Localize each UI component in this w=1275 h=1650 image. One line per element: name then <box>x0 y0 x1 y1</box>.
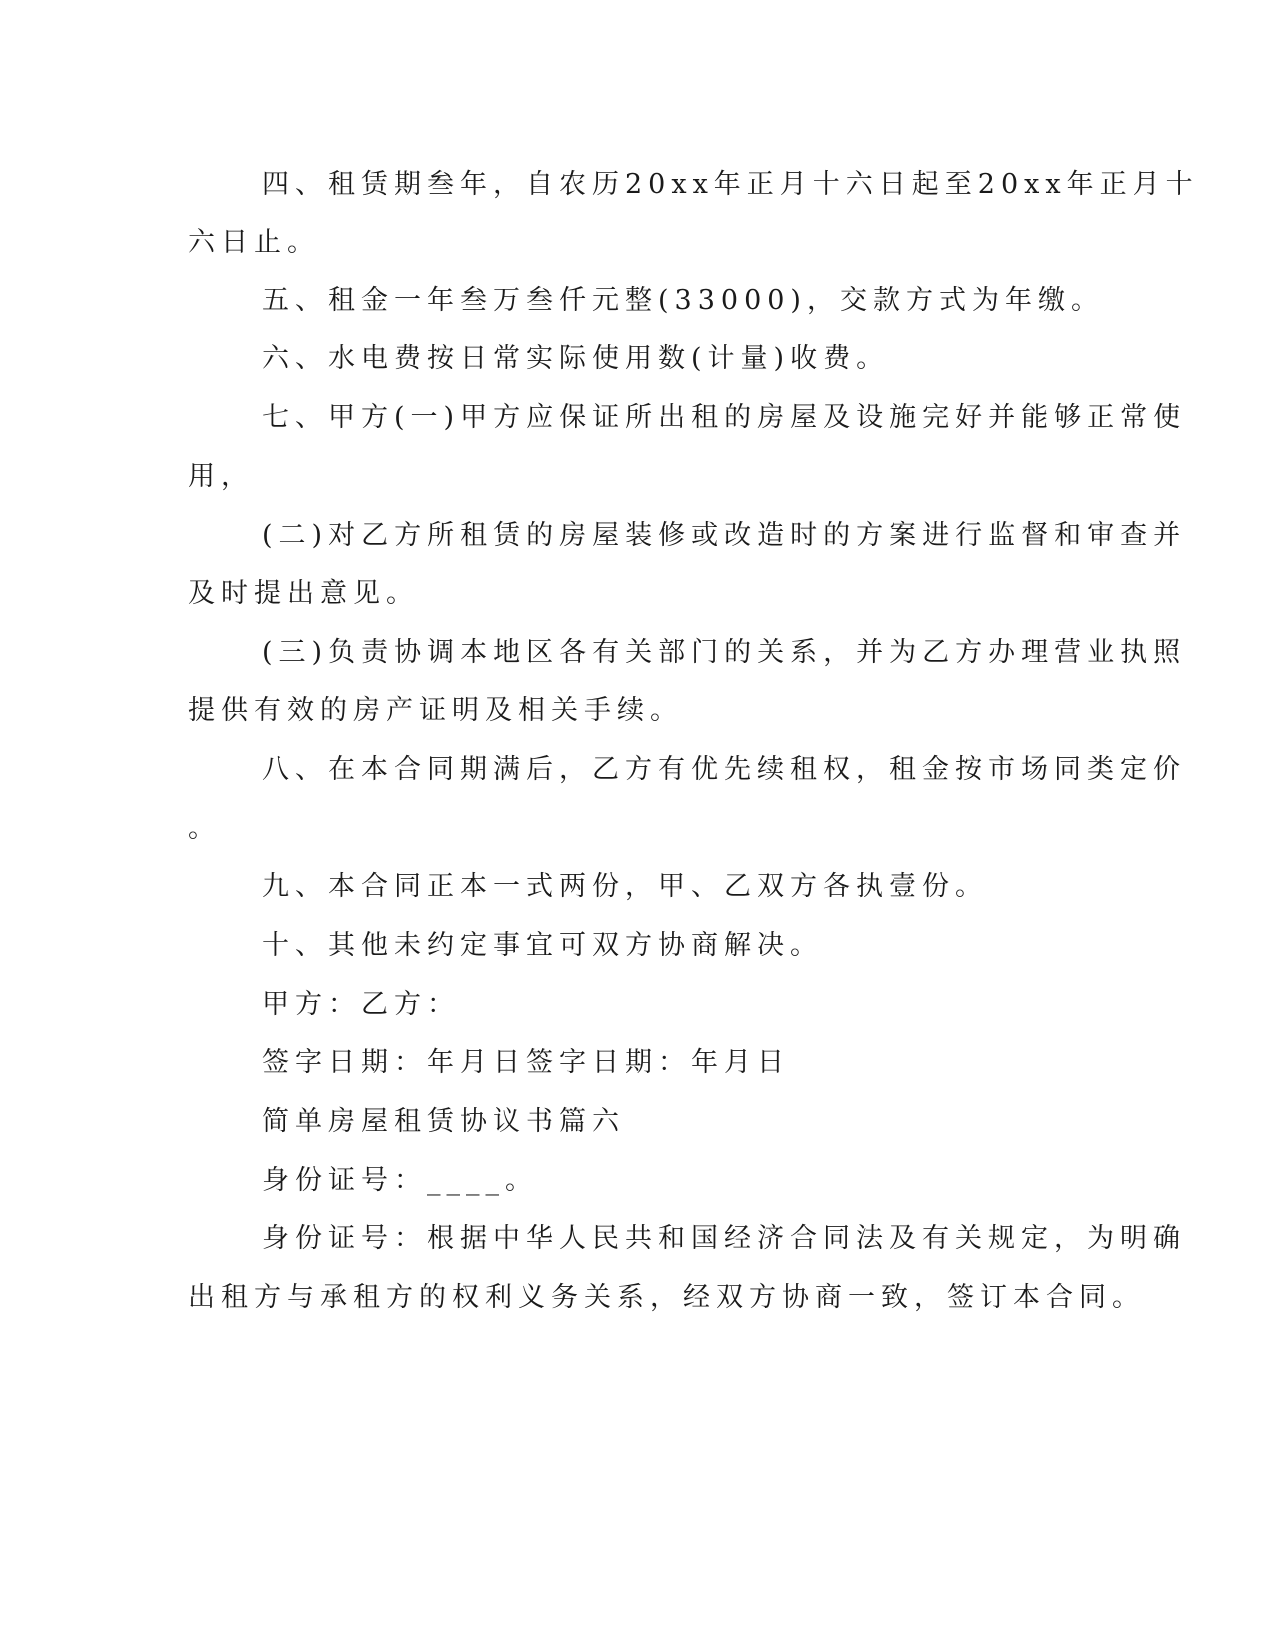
clause-7-3-line-1: (三)负责协调本地区各有关部门的关系，并为乙方办理营业执照 <box>262 637 1187 668</box>
clause-8-line-2: 。 <box>188 813 221 844</box>
section-title: 简单房屋租赁协议书篇六 <box>262 1106 625 1137</box>
clause-5: 五、租金一年叁万叁仟元整(33000)，交款方式为年缴。 <box>262 285 1104 316</box>
clause-7-line-1: 七、甲方(一)甲方应保证所出租的房屋及设施完好并能够正常使 <box>262 402 1187 433</box>
party-signature-line: 甲方：乙方： <box>262 989 460 1020</box>
clause-10: 十、其他未约定事宜可双方协商解决。 <box>262 930 823 961</box>
clause-8-line-1: 八、在本合同期满后，乙方有优先续租权，租金按市场同类定价 <box>262 754 1186 785</box>
signature-date-line: 签字日期：年月日签字日期：年月日 <box>262 1047 790 1078</box>
preamble-line-1: 身份证号：根据中华人民共和国经济合同法及有关规定，为明确 <box>262 1223 1186 1254</box>
id-number-line: 身份证号：____。 <box>262 1165 538 1196</box>
clause-4-line-1: 四、租赁期叁年，自农历20xx年正月十六日起至20xx年正月十 <box>262 169 1199 200</box>
clause-9: 九、本合同正本一式两份，甲、乙双方各执壹份。 <box>262 871 988 902</box>
preamble-line-2: 出租方与承租方的权利义务关系，经双方协商一致，签订本合同。 <box>188 1282 1145 1313</box>
clause-6: 六、水电费按日常实际使用数(计量)收费。 <box>262 343 890 374</box>
clause-7-2-line-2: 及时提出意见。 <box>188 578 419 609</box>
clause-4-line-2: 六日止。 <box>188 227 320 258</box>
clause-7-2-line-1: (二)对乙方所租赁的房屋装修或改造时的方案进行监督和审查并 <box>262 520 1187 551</box>
clause-7-3-line-2: 提供有效的房产证明及相关手续。 <box>188 695 683 726</box>
clause-7-line-2: 用， <box>188 461 254 492</box>
